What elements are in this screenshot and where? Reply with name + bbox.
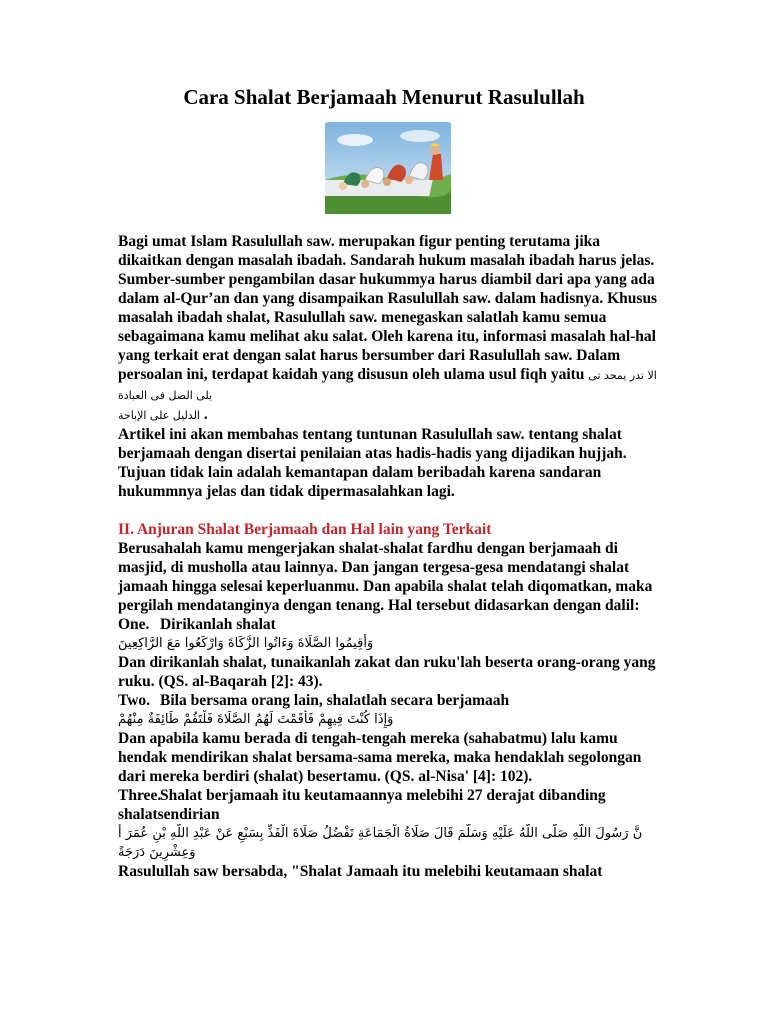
- point-three-arabic-2: وَعِشْرِينَ دَرَجَةً: [118, 845, 196, 860]
- intro-text: Bagi umat Islam Rasulullah saw. merupakan figur penting terutama jika dikaitkan dengan masalah ibadah. Sandarah hukum masalah ibadah harus jelas. Sumber-sumber pengambilan dasar hukummya harus diambil dari apa yang ada dalam al-Qur’an dan yang disampaikan Rasulullah saw. dalam hadisnya. Khusus masalah ibadah shalat, Rasulullah saw. menegaskan salatlah kamu semua sebagaimana kamu melihat aku salat. Oleh karena itu, informasi masalah hal-hal yang terkait erat dengan salat harus bersumber dari Rasulullah saw. Dalam persoalan ini, terdapat kaidah yang disusun oleh ulama usul fiqh yaitu: [118, 233, 658, 383]
- point-three-label: Three.: [118, 787, 162, 804]
- point-three-translation: Rasulullah saw bersabda, "Shalat Jamaah itu melebihi keutamaan shalat: [118, 863, 603, 880]
- article-body: [118, 232, 658, 881]
- point-three-title: [118, 786, 658, 824]
- point-two-heading: Bila bersama orang lain, shalatlah secara berjamaah: [160, 692, 510, 709]
- people-praying-illustration-icon: [325, 122, 451, 214]
- point-one-heading: Dirikanlah shalat: [160, 616, 276, 633]
- point-one-translation: Dan dirikanlah shalat, tunaikanlah zakat dan ruku'lah beserta orang-orang yang ruku. (QS. al-Baqarah [2]: 43).: [118, 654, 656, 690]
- point-three-heading: Shalat berjamaah itu keutamaannya melebihi 27 derajat dibanding shalatsendirian: [118, 787, 606, 823]
- intro-end: .: [203, 406, 208, 423]
- intro-paragraph-2: Artikel ini akan membahas tentang tuntunan Rasulullah saw. tentang shalat berjamaah dengan disertai penilaian atas hadis-hadis yang dijadikan hujjah. Tujuan tidak lain adalah kemantapan dalam beribadah karena sandaran hukummnya jelas dan tidak dipermasalahkan lagi.: [118, 426, 627, 500]
- point-two-arabic: وَإِذَا كُنْتَ فِيهِمْ فَأَقَمْتَ لَهُمُ الصَّلَاةَ فَلْتَقُمْ طَائِفَةٌ مِنْهُمْ: [118, 712, 394, 727]
- arabic-rule-2: الدليل على الإباحة: [118, 409, 200, 422]
- arabic-rule: الا تدر يمحد تى يلى الصل فى العبادة: [118, 369, 657, 402]
- page-title: Cara Shalat Berjamaah Menurut Rasulullah: [183, 85, 585, 109]
- intro-paragraph: [118, 232, 658, 425]
- section-intro: Berusahalah kamu mengerjakan shalat-shalat fardhu dengan berjamaah di masjid, di musholla atau lainnya. Dan jangan tergesa-gesa mendatangi shalat jamaah hingga selesai keperluanmu. Dan apabila shalat telah diqomatkan, maka pergilah mendatanginya dengan tenang. Hal tersebut didasarkan dengan dalil:: [118, 540, 653, 614]
- point-one-arabic: وَأَقِيمُوا الصَّلَاةَ وَءَاتُوا الزَّكَاةَ وَارْكَعُوا مَعَ الرَّاكِعِينَ: [118, 636, 374, 651]
- point-two-label: Two.: [118, 692, 151, 709]
- point-two-title: [118, 691, 658, 710]
- section-heading: II. Anjuran Shalat Berjamaah dan Hal lain yang Terkait: [118, 521, 492, 538]
- point-three-arabic: نَّ رَسُولَ اللَّهِ صَلَّى اللَّهُ عَلَيْهِ وَسَلَّمَ قَالَ صَلَاةُ الْجَمَاعَةِ تَفْضُلُ صَلَاةَ الْفَذِّ بِسَبْعٍ عَنْ عَبْدِ اللَّهِ بْنِ عُمَرَ أَ: [118, 826, 643, 841]
- point-one-title: [118, 615, 658, 634]
- point-two-translation: Dan apabila kamu berada di tengah-tengah mereka (sahabatmu) lalu kamu hendak mendirikan shalat bersama-sama mereka, maka hendaklah segolongan dari mereka berdiri (shalat) besertamu. (QS. al-Nisa' [4]: 102).: [118, 730, 642, 785]
- point-one-label: One.: [118, 616, 150, 633]
